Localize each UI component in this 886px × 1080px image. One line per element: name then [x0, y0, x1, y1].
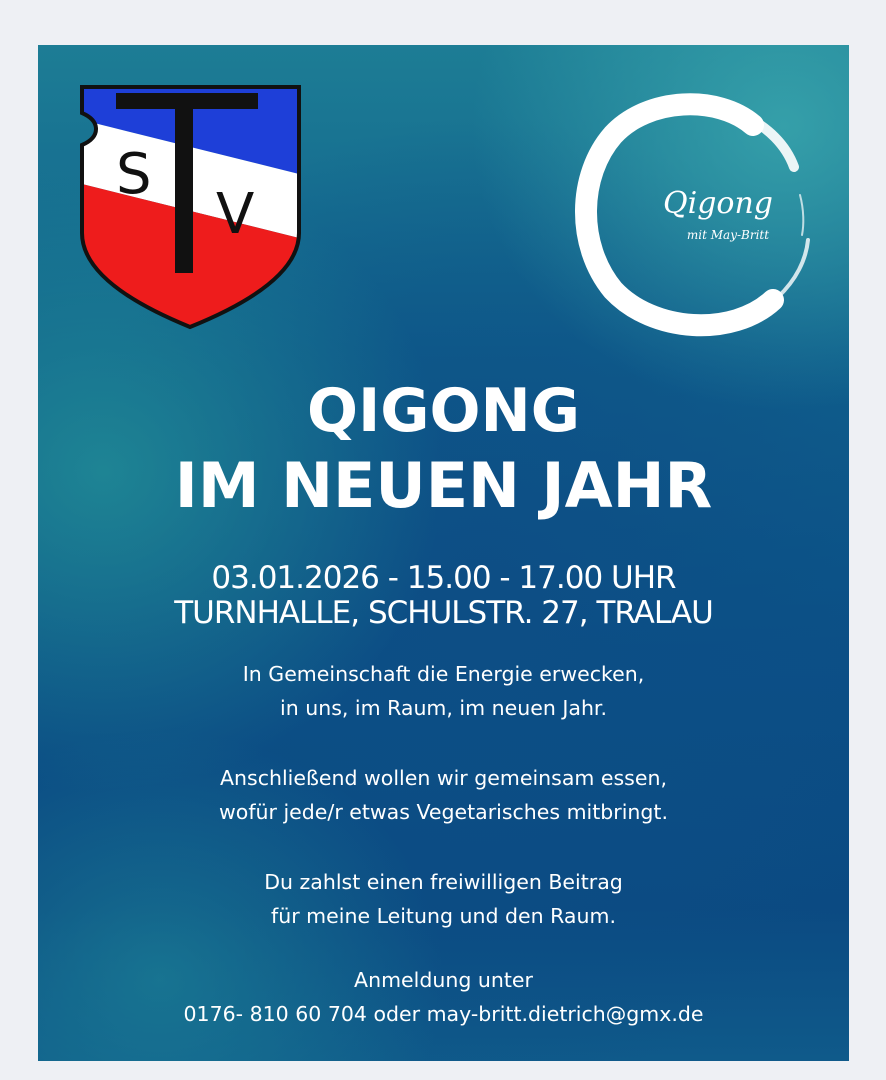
description-line: für meine Leitung und den Raum. [271, 904, 616, 928]
qigong-may-britt-logo [568, 75, 818, 340]
event-date-time: 03.01.2026 - 15.00 - 17.00 UHR [211, 560, 676, 596]
description-line: Du zahlst einen freiwilligen Beitrag [264, 870, 623, 894]
headline-line-1: QIGONG [306, 376, 581, 446]
event-poster [38, 45, 849, 1061]
description-line: in uns, im Raum, im neuen Jahr. [280, 696, 607, 720]
description-paragraph-3 [38, 865, 849, 933]
stv-letter-s: S [116, 142, 152, 207]
stv-letter-v: V [216, 182, 255, 247]
event-location: TURNHALLE, SCHULSTR. 27, TRALAU [174, 595, 713, 631]
registration-info [38, 963, 849, 1031]
description-line: Anschließend wollen wir gemeinsam essen, [220, 766, 667, 790]
registration-label: Anmeldung unter [354, 968, 533, 992]
description-paragraph-2 [38, 761, 849, 829]
registration-contact: 0176- 810 60 704 oder may-britt.dietrich@gmx.de [183, 1002, 704, 1026]
description-line: wofür jede/r etwas Vegetarisches mitbringt. [219, 800, 668, 824]
headline-line-2: IM NEUEN JAHR [174, 449, 713, 522]
description-paragraph-1 [38, 657, 849, 725]
qigong-logo-subtitle: mit May-Britt [686, 228, 770, 242]
description-line: In Gemeinschaft die Energie erwecken, [242, 662, 645, 686]
stv-club-logo [78, 83, 303, 331]
qigong-logo-title: Qigong [663, 186, 773, 221]
